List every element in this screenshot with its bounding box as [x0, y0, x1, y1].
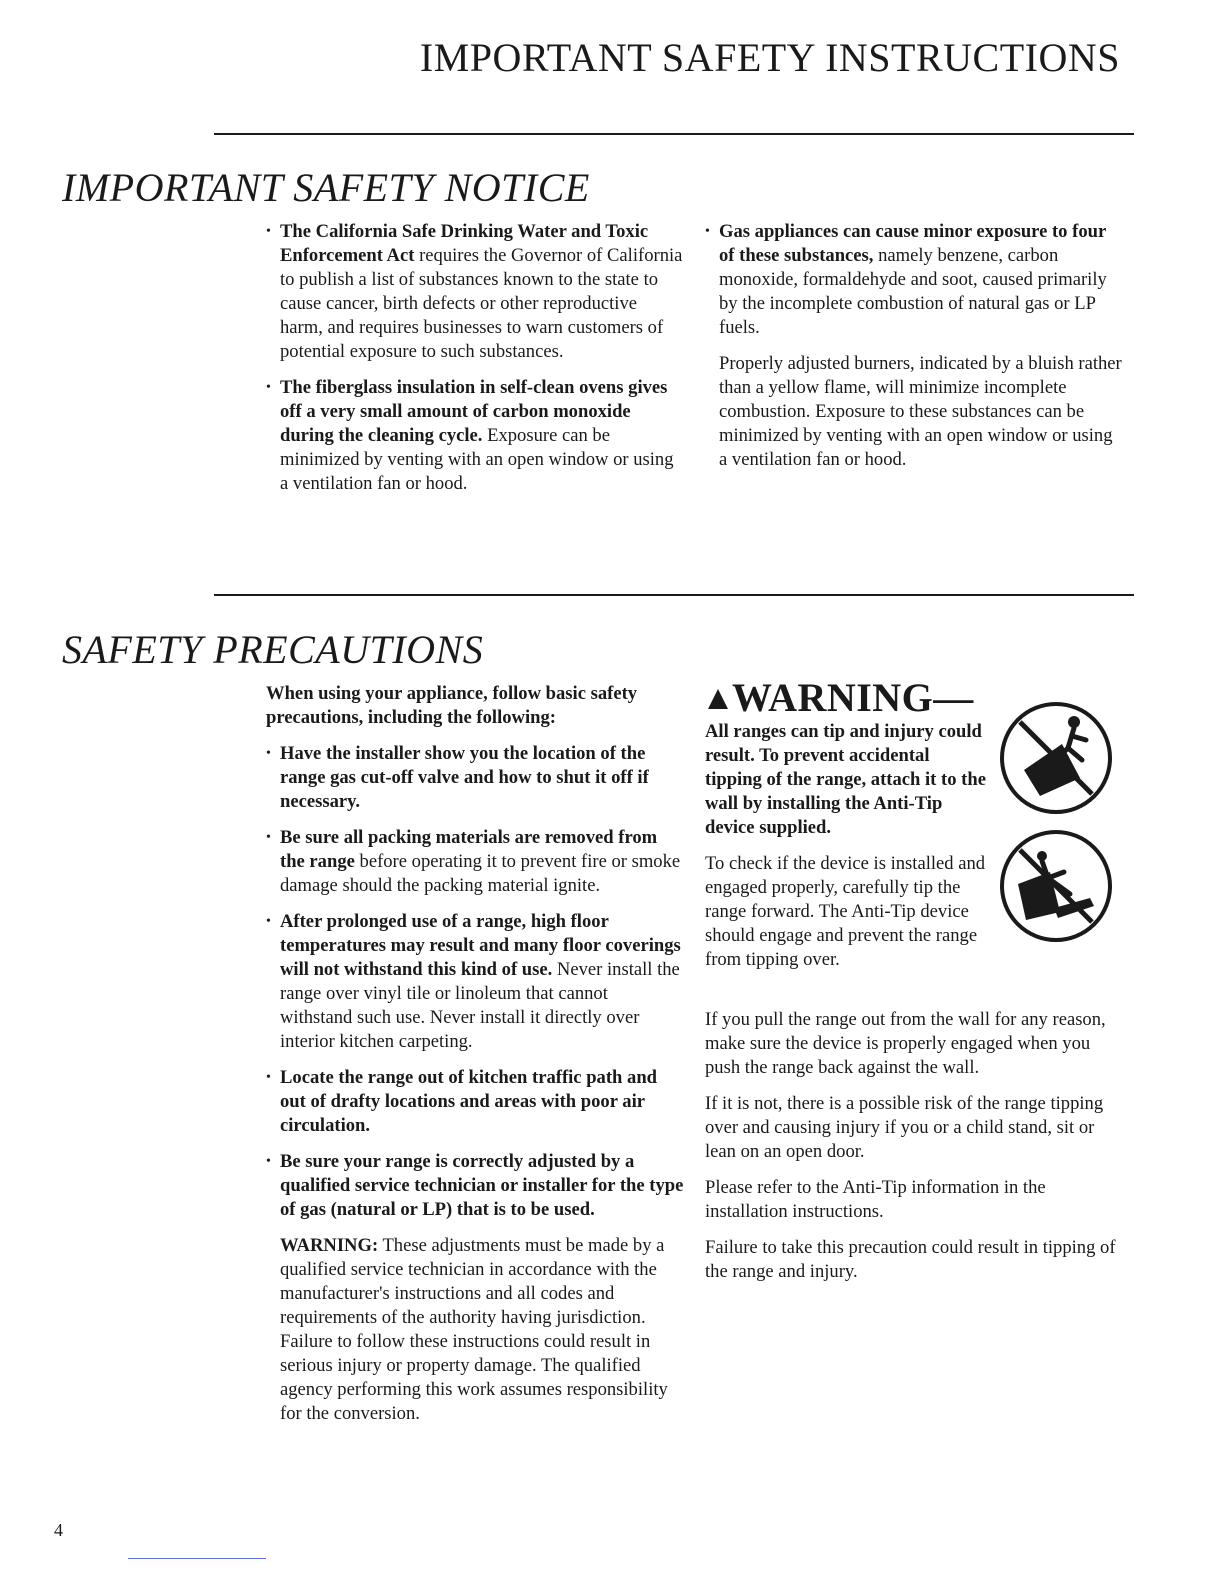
precaution-item: • Locate the range out of kitchen traffic path and out of drafty locations and areas with poor air circulation. — [266, 1066, 684, 1138]
warning-paragraph: If it is not, there is a possible risk of the range tipping over and causing injury if you or a child stand, sit or lean on an open door. — [705, 1093, 1104, 1162]
notice-section-title: IMPORTANT SAFETY NOTICE — [62, 165, 590, 210]
notice-left-column — [266, 220, 684, 508]
notice-bullet: • The fiberglass insulation in self-clean ovens gives off a very small amount of carbon monoxide during the cleaning cycle. Exposure can be minimized by venting with an open window or using a ventilation fan or hood. — [266, 376, 684, 496]
warning-paragraph: If you pull the range out from the wall for any reason, make sure the device is properly engaged when you push the range back against the wall. — [705, 1009, 1106, 1078]
warning-check-paragraph-wrap — [705, 852, 995, 984]
divider-middle — [214, 594, 1134, 596]
notice-right-column — [705, 220, 1123, 484]
no-standing-on-door-icon — [998, 828, 1114, 944]
page-number: 4 — [54, 1520, 63, 1540]
no-tipping-range-icon — [998, 700, 1114, 816]
footer-divider — [128, 1558, 266, 1559]
warning-paragraph: Failure to take this precaution could result in tipping of the range and injury. — [705, 1237, 1116, 1282]
precautions-column — [266, 682, 684, 1438]
precaution-item: • Be sure your range is correctly adjusted by a qualified service technician or installer for the type of gas (natural or LP) that is to be used. — [266, 1150, 684, 1222]
notice-bullet: • Gas appliances can cause minor exposure to four of these substances, namely benzene, carbon monoxide, formaldehyde and soot, caused primarily by the incomplete combustion of natural gas or LP fuels. — [705, 220, 1123, 340]
notice-paragraph: Properly adjusted burners, indicated by a bluish rather than a yellow flame, will minimize incomplete combustion. Exposure to these substances can be minimized by venting with an open window or using a ventilation fan or hood. — [719, 353, 1122, 470]
warning-paragraph: Please refer to the Anti-Tip information in the installation instructions. — [705, 1177, 1046, 1222]
warning-paragraph: To check if the device is installed and engaged properly, carefully tip the range forward. The Anti-Tip device should engage and prevent the range from tipping over. — [705, 853, 986, 970]
warning-triangle-icon — [708, 689, 728, 709]
notice-bullet: • The California Safe Drinking Water and Toxic Enforcement Act requires the Governor of California to publish a list of substances known to the state to cause cancer, birth defects or other reproductive harm, and requires businesses to warn customers of potential exposure to such substances. — [266, 220, 684, 364]
warning-body-column — [705, 1008, 1125, 1296]
page-header-title: IMPORTANT SAFETY INSTRUCTIONS — [419, 35, 1120, 80]
precautions-intro: When using your appliance, follow basic safety precautions, including the following: — [266, 683, 638, 728]
warning-statement: All ranges can tip and injury could result. To prevent accidental tipping of the range, attach it to the wall by installing the Anti-Tip device supplied. — [705, 721, 986, 838]
warning-bold-text — [705, 720, 990, 852]
warning-heading: WARNING— — [708, 678, 974, 718]
precaution-item: • Be sure all packing materials are removed from the range before operating it to prevent fire or smoke damage should the packing material ignite. — [266, 826, 684, 898]
precautions-warning-note: WARNING: These adjustments must be made by a qualified service technician in accordance with the manufacturer's instructions and all codes and requirements of the authority having jurisdiction. Failure to follow these instructions could result in serious injury or property damage. The qualified agency performing this work assumes responsibility for the conversion. — [280, 1235, 668, 1424]
precaution-item: • After prolonged use of a range, high floor temperatures may result and many floor coverings will not withstand this kind of use. Never install the range over vinyl tile or linoleum that cannot withstand such use. Never install it directly over interior kitchen carpeting. — [266, 910, 684, 1054]
divider-top — [214, 133, 1134, 135]
precautions-section-title: SAFETY PRECAUTIONS — [62, 627, 484, 672]
precaution-item: • Have the installer show you the location of the range gas cut-off valve and how to shut it off if necessary. — [266, 742, 684, 814]
